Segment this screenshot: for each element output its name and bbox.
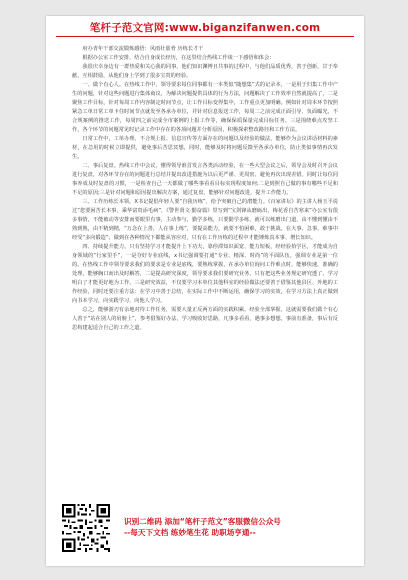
footer-text <box>124 516 354 538</box>
document-page <box>46 16 364 566</box>
footer-line-slogan: --每天下文档 练妙笔生花 助职场亨通-- <box>124 528 256 537</box>
footer-line-wechat: 识别二维码 添加“笔杆子范文”客服微信公众号 <box>124 517 281 526</box>
header-divider <box>56 36 354 37</box>
article-title: 府办青年干部交流锻炼感悟：风雨壮筋骨 历练长才干 <box>82 46 204 52</box>
article-paragraph: 二、事后复盘。热线工作中会议，懂得领导谁首发言各类活动经验，在一些大型会议之后，领导会及时召开会议进行复盘，对各环节存在的问题进行总结并提出改进措施为以后更严谨、更周密、避免再次出现差错。同时让每位同事养成及时复盘的习惯，一是检查自己一天都做了哪些事看看目标实现程度如何;二是到照自己做的事有哪些不足和不足的原因;三是针对问题和原因提出解决方案，通过复盘，能够针对问题改进，提升工作能力。 <box>72 163 338 196</box>
article-body <box>72 45 338 492</box>
article-paragraph: 根据办公室工作安排，结合自身成长经历，在这里结合热线工作谈一下感悟和体会： <box>82 55 275 61</box>
article-paragraph: 四、持续提升能力。只有坚持学习才能提升上下功夫，靠停滞知识面宽、能力短板，经经验拾学区，才能成为自身领域的“行家里手”，一是夺好专业底线，x书记强调要打通“专业、精深、时尚”的平面队伍，强调专业是第一位的。在热线工作中领导要求我们的要求是专业是底线，要熟练掌握，在承办单位询问工作难点时，能够快速，准确的处理，能够胸口而出及时解答，二是提高研究深度，领导要求我们要研究业务，只有把这些业务规定研究透了，学习明白了才能更好地为工作。三是研究效益，不仅要学习本单位其他科室的经验做法还要善于借鉴其他县区、外地的工作经验，同时还要注重方法：在学习中善于总结，在实际工作中不断运用，确保学习的实效，在学习方法上真正做到向书本学习，向实践学习，向他人学习。 <box>72 244 338 304</box>
article-paragraph: 我很庆幸身边有一群热爱和关心我的同事，他们知识渊博且共事的过程中，与他们品质优秀，善于创新，甘于奉献，互相鼓励，从他们身上学到了很多宝贵的经验。 <box>72 64 338 79</box>
article-paragraph: 日常工作中，工单办理、不合规上报、信息宣传等方面存在的问题以及经验的做法，能够作为会议讲话材料的素材，在急用的时候立即提供，避免事后苦思冥想，同时，能够及时将问题反馈至各承办单位，防止类似事情再次发生。 <box>72 136 338 160</box>
article-paragraph: 三、工作历练长本领。X书记提倡年轻人要“自我历练”，给予突破自己的潜能力。《百家讲坛》的主讲人杨玉平说过“您要困苦长本事，乘华富贵添毛病”，《警世贤文·勤奋篇》里写到“宝剑锋从磨砺出，梅花香自苦寒来”办公室有很多事情，不能被动等安排而要眼里有事，主动参与，勤学多练，只要勤学多练，就可以练磨出门道，由不懂到懂由不熟到熟，由不精到精，“万念在上善，人在事上练”，要提高能力，就要不怕困难，敢于挑战，在大事、急事、难事中经受“多向锻造”，做到在各种情况下都能从容应对，只有在工作历练的过程中才能锤炼真本事、增长知识。 <box>72 199 338 241</box>
site-header[interactable]: 笔杆子范文官网:www.biganzifanwen.com <box>89 22 321 34</box>
qr-code-graphic <box>62 504 110 552</box>
qr-code-icon[interactable] <box>62 504 110 552</box>
article-paragraph: 一、做个有心人。在热线工作中，领导要求每位同事都有一本类似“随想集”式的记录本，一是用于归集工作中产生的问题，针对这些问题进行集体商议，为解决问题提供具体的行为方法，问题解决了工作效率自然就提高了，二是聚焦工作目标，针对每周工作内容制定时间节点，让工作目标变得集中，工作重点更加明确。例如针对周本环节按照紧急工单日常工单卡住时间节点就发至各承办单位，并针对信息报送工作，每周二之前完成正面引导、负面曝光，不合规案例的推送工作，每周四之前完成全市案例的上报工作等，确保保质保量完成目标任务。三是围绕难点攻坚工作，各个环节的问题常见时记录工作中存在的各项问题并分析原因，积极探索整改路径和工作方法。 <box>72 82 338 133</box>
article-paragraph: 总之，能够游刃有余地对待工作任务，需要大量正反两方面的实践积累，经验全部掌握，这就需要我们做个有心人善于“站在别人的肩膀上”，参考借鉴好办法、学习吸收好思路，凡事多看看，遇事多想想，事前有准备，事后有反思构建起适合自己的工作之道。 <box>72 307 338 331</box>
page-footer <box>62 504 354 556</box>
